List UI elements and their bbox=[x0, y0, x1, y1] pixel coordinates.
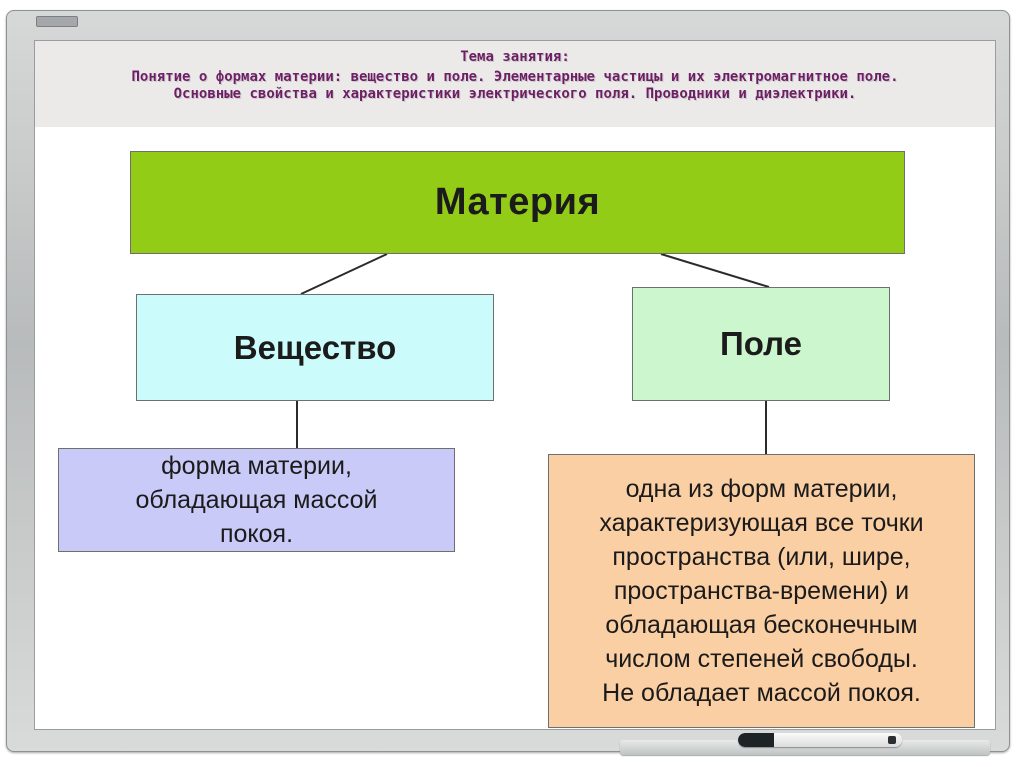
field-node: Поле bbox=[632, 287, 890, 401]
whiteboard-surface bbox=[34, 40, 996, 730]
whiteboard-frame bbox=[6, 10, 1010, 752]
connector-root-to-field bbox=[661, 254, 769, 287]
board-logo bbox=[36, 16, 78, 27]
whiteboard-marker bbox=[738, 733, 902, 747]
lesson-subtitle: Понятие о формах материи: вещество и поле. Элементарные частицы и их электромагнитное поле. Основные свойства и характеристики электрического поля. Проводники и диэлектрики. bbox=[131, 69, 899, 102]
substance-description: форма материи, обладающая массой покоя. bbox=[58, 448, 455, 552]
matter-node: Материя bbox=[130, 151, 905, 254]
lesson-header bbox=[35, 41, 995, 127]
connector-root-to-substance bbox=[301, 254, 387, 294]
substance-node: Вещество bbox=[136, 294, 494, 401]
lesson-title: Тема занятия: bbox=[460, 49, 570, 65]
field-description: одна из форм материи, характеризующая все точки пространства (или, шире, пространства-времени) и обладающая бесконечным числом степеней свободы. Не обладает массой покоя. bbox=[548, 454, 975, 728]
